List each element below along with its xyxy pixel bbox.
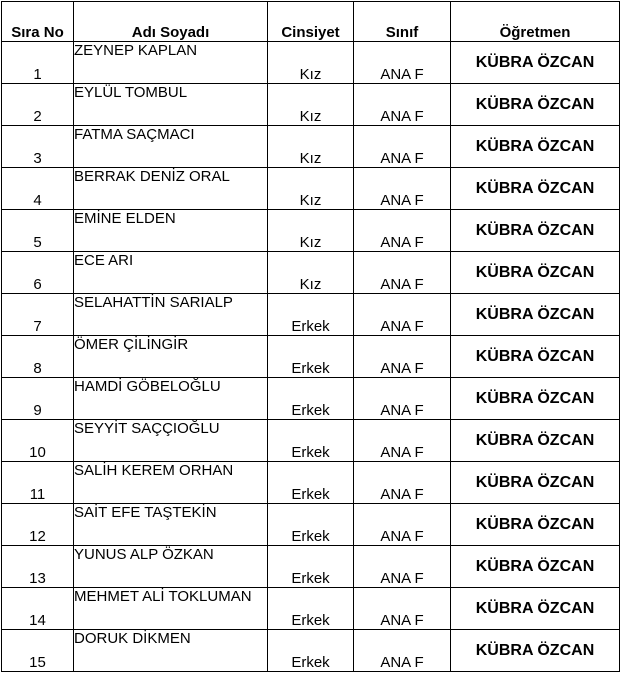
table-row [2, 252, 620, 294]
cell-sira-no: 2 [2, 84, 74, 126]
cell-adi-soyadi: YUNUS ALP ÖZKAN [74, 546, 268, 588]
table-row [2, 378, 620, 420]
cell-sinif: ANA F [354, 252, 451, 294]
cell-ogretmen: KÜBRA ÖZCAN [451, 168, 620, 210]
cell-sira-no: 7 [2, 294, 74, 336]
cell-ogretmen: KÜBRA ÖZCAN [451, 546, 620, 588]
cell-sira-no: 9 [2, 378, 74, 420]
table-header [2, 2, 620, 42]
cell-adi-soyadi: FATMA SAÇMACI [74, 126, 268, 168]
cell-adi-soyadi: EMİNE ELDEN [74, 210, 268, 252]
cell-sira-no: 15 [2, 630, 74, 672]
header-sinif: Sınıf [354, 2, 451, 42]
cell-sira-no: 5 [2, 210, 74, 252]
cell-adi-soyadi: SELAHATTİN SARIALP [74, 294, 268, 336]
table-row [2, 42, 620, 84]
cell-adi-soyadi: HAMDİ GÖBELOĞLU [74, 378, 268, 420]
table-row [2, 210, 620, 252]
cell-cinsiyet: Kız [268, 126, 354, 168]
header-adi-soyadi: Adı Soyadı [74, 2, 268, 42]
cell-adi-soyadi: SEYYİT SAÇÇIOĞLU [74, 420, 268, 462]
cell-adi-soyadi: SAİT EFE TAŞTEKİN [74, 504, 268, 546]
cell-sinif: ANA F [354, 84, 451, 126]
cell-sira-no: 13 [2, 546, 74, 588]
cell-ogretmen: KÜBRA ÖZCAN [451, 504, 620, 546]
cell-sinif: ANA F [354, 420, 451, 462]
cell-adi-soyadi: ZEYNEP KAPLAN [74, 42, 268, 84]
cell-sinif: ANA F [354, 294, 451, 336]
student-list-table [1, 1, 620, 672]
header-sira-no: Sıra No [2, 2, 74, 42]
cell-cinsiyet: Erkek [268, 336, 354, 378]
cell-ogretmen: KÜBRA ÖZCAN [451, 630, 620, 672]
cell-adi-soyadi: BERRAK DENİZ ORAL [74, 168, 268, 210]
cell-sira-no: 14 [2, 588, 74, 630]
cell-cinsiyet: Kız [268, 168, 354, 210]
cell-ogretmen: KÜBRA ÖZCAN [451, 126, 620, 168]
table-row [2, 504, 620, 546]
cell-sira-no: 3 [2, 126, 74, 168]
cell-adi-soyadi: SALİH KEREM ORHAN [74, 462, 268, 504]
cell-sinif: ANA F [354, 504, 451, 546]
cell-ogretmen: KÜBRA ÖZCAN [451, 420, 620, 462]
cell-sinif: ANA F [354, 630, 451, 672]
cell-ogretmen: KÜBRA ÖZCAN [451, 84, 620, 126]
cell-cinsiyet: Erkek [268, 378, 354, 420]
header-ogretmen: Öğretmen [451, 2, 620, 42]
cell-adi-soyadi: ÖMER ÇİLİNGİR [74, 336, 268, 378]
cell-sira-no: 10 [2, 420, 74, 462]
table-row [2, 420, 620, 462]
table-row [2, 168, 620, 210]
cell-ogretmen: KÜBRA ÖZCAN [451, 588, 620, 630]
cell-ogretmen: KÜBRA ÖZCAN [451, 252, 620, 294]
cell-adi-soyadi: DORUK DİKMEN [74, 630, 268, 672]
cell-ogretmen: KÜBRA ÖZCAN [451, 462, 620, 504]
cell-sira-no: 8 [2, 336, 74, 378]
cell-sira-no: 12 [2, 504, 74, 546]
cell-sinif: ANA F [354, 336, 451, 378]
cell-adi-soyadi: EYLÜL TOMBUL [74, 84, 268, 126]
table-row [2, 588, 620, 630]
cell-ogretmen: KÜBRA ÖZCAN [451, 210, 620, 252]
cell-sinif: ANA F [354, 210, 451, 252]
cell-sinif: ANA F [354, 546, 451, 588]
cell-adi-soyadi: ECE ARI [74, 252, 268, 294]
cell-ogretmen: KÜBRA ÖZCAN [451, 42, 620, 84]
cell-sira-no: 11 [2, 462, 74, 504]
cell-sinif: ANA F [354, 588, 451, 630]
table-row [2, 126, 620, 168]
table-row [2, 294, 620, 336]
cell-cinsiyet: Erkek [268, 546, 354, 588]
table-row [2, 630, 620, 672]
table-row [2, 462, 620, 504]
cell-cinsiyet: Erkek [268, 504, 354, 546]
cell-cinsiyet: Erkek [268, 630, 354, 672]
cell-cinsiyet: Erkek [268, 588, 354, 630]
cell-sinif: ANA F [354, 168, 451, 210]
cell-adi-soyadi: MEHMET ALİ TOKLUMAN [74, 588, 268, 630]
table-row [2, 546, 620, 588]
cell-cinsiyet: Kız [268, 210, 354, 252]
cell-cinsiyet: Erkek [268, 420, 354, 462]
cell-sira-no: 6 [2, 252, 74, 294]
cell-sinif: ANA F [354, 378, 451, 420]
table-body [2, 42, 620, 672]
header-row [2, 2, 620, 42]
cell-sinif: ANA F [354, 126, 451, 168]
table-row [2, 336, 620, 378]
cell-cinsiyet: Erkek [268, 462, 354, 504]
cell-cinsiyet: Kız [268, 42, 354, 84]
cell-sira-no: 1 [2, 42, 74, 84]
table-row [2, 84, 620, 126]
cell-ogretmen: KÜBRA ÖZCAN [451, 336, 620, 378]
cell-cinsiyet: Kız [268, 252, 354, 294]
cell-cinsiyet: Erkek [268, 294, 354, 336]
cell-ogretmen: KÜBRA ÖZCAN [451, 378, 620, 420]
header-cinsiyet: Cinsiyet [268, 2, 354, 42]
cell-cinsiyet: Kız [268, 84, 354, 126]
cell-sinif: ANA F [354, 42, 451, 84]
cell-sinif: ANA F [354, 462, 451, 504]
cell-sira-no: 4 [2, 168, 74, 210]
cell-ogretmen: KÜBRA ÖZCAN [451, 294, 620, 336]
